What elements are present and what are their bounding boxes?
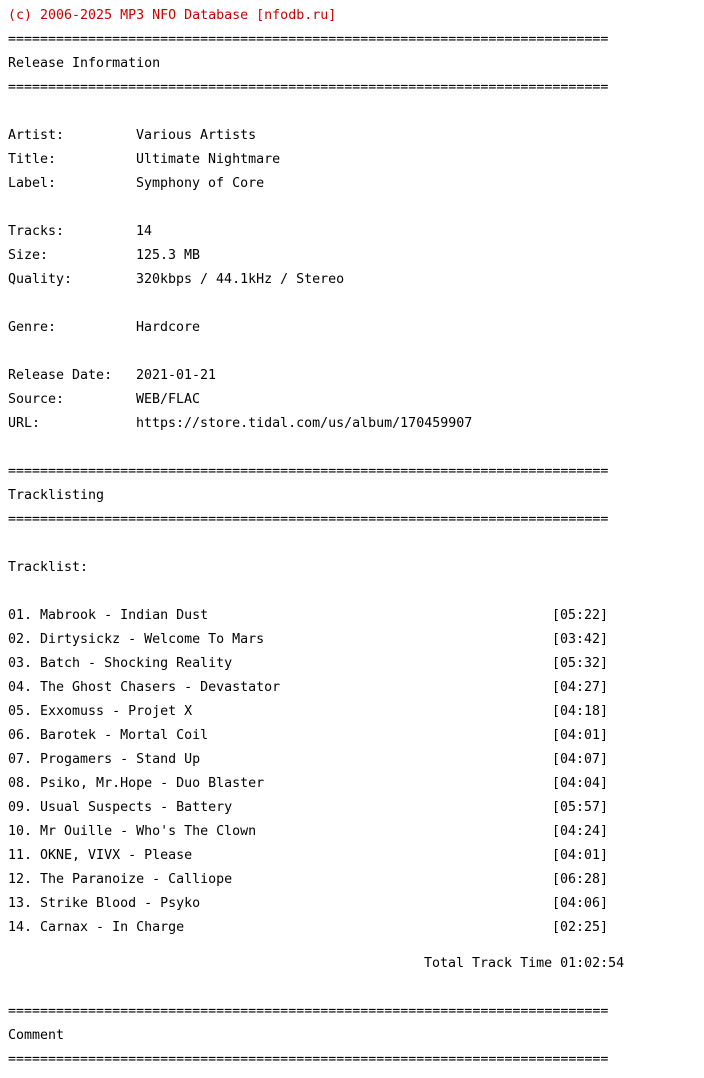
track-duration: [02:25]	[552, 920, 609, 935]
track-title: 07. Progamers - Stand Up	[8, 752, 201, 767]
release-date-value: 2021-01-21	[136, 368, 217, 383]
track-duration: [04:27]	[552, 680, 609, 695]
track-duration: [04:06]	[552, 896, 609, 911]
track-title: 03. Batch - Shocking Reality	[8, 656, 233, 671]
track-row	[8, 706, 624, 718]
genre-value: Hardcore	[136, 320, 201, 335]
track-duration: [04:24]	[552, 824, 609, 839]
field-source: Source: WEB/FLAC	[8, 392, 201, 407]
track-duration: [03:42]	[552, 632, 609, 647]
artist-value: Various Artists	[136, 128, 257, 143]
track-duration: [04:18]	[552, 704, 609, 719]
separator-line: ===========================================================================	[8, 80, 609, 95]
track-title: 06. Barotek - Mortal Coil	[8, 728, 209, 743]
track-duration: [05:57]	[552, 800, 609, 815]
title-value: Ultimate Nightmare	[136, 152, 281, 167]
field-size: Size: 125.3 MB	[8, 248, 201, 263]
track-title: 02. Dirtysickz - Welcome To Mars	[8, 632, 265, 647]
url-value[interactable]: https://store.tidal.com/us/album/170459907	[136, 416, 473, 431]
field-title: Title: Ultimate Nightmare	[8, 152, 281, 167]
track-duration: [04:07]	[552, 752, 609, 767]
track-title: 05. Exxomuss - Projet X	[8, 704, 193, 719]
field-artist: Artist: Various Artists	[8, 128, 257, 143]
site-banner: (c) 2006-2025 MP3 NFO Database [nfodb.ru]	[8, 8, 337, 23]
track-title: 12. The Paranoize - Calliope	[8, 872, 233, 887]
track-row	[8, 826, 624, 838]
section-title-comment: Comment	[8, 1028, 65, 1043]
field-genre: Genre: Hardcore	[8, 320, 201, 335]
track-row	[8, 898, 624, 910]
tracks-value: 14	[136, 224, 153, 239]
field-tracks: Tracks: 14	[8, 224, 153, 239]
section-title-release: Release Information	[8, 56, 161, 71]
track-row	[8, 778, 624, 790]
field-release-date: Release Date: 2021-01-21	[8, 368, 217, 383]
track-row	[8, 682, 624, 694]
track-title: 04. The Ghost Chasers - Devastator	[8, 680, 281, 695]
nfo-document	[8, 0, 624, 1078]
quality-value: 320kbps / 44.1kHz / Stereo	[136, 272, 345, 287]
label-value: Symphony of Core	[136, 176, 265, 191]
track-row	[8, 850, 624, 862]
track-duration: [04:01]	[552, 728, 609, 743]
track-row	[8, 658, 624, 670]
track-row	[8, 802, 624, 814]
separator-line: ===========================================================================	[8, 464, 609, 479]
total-track-time: Total Track Time 01:02:54	[424, 956, 625, 971]
track-duration: [05:32]	[552, 656, 609, 671]
size-value: 125.3 MB	[136, 248, 201, 263]
track-duration: [04:01]	[552, 848, 609, 863]
separator-line: ===========================================================================	[8, 512, 609, 527]
track-title: 01. Mabrook - Indian Dust	[8, 608, 209, 623]
track-row	[8, 730, 624, 742]
track-title: 14. Carnax - In Charge	[8, 920, 185, 935]
field-label: Label: Symphony of Core	[8, 176, 265, 191]
track-title: 11. OKNE, VIVX - Please	[8, 848, 193, 863]
track-title: 08. Psiko, Mr.Hope - Duo Blaster	[8, 776, 265, 791]
track-title: 09. Usual Suspects - Battery	[8, 800, 233, 815]
track-title: 13. Strike Blood - Psyko	[8, 896, 201, 911]
separator-line: ===========================================================================	[8, 1052, 609, 1067]
track-row	[8, 610, 624, 622]
field-quality: Quality: 320kbps / 44.1kHz / Stereo	[8, 272, 345, 287]
track-title: 10. Mr Ouille - Who's The Clown	[8, 824, 257, 839]
track-row	[8, 874, 624, 886]
track-duration: [05:22]	[552, 608, 609, 623]
tracklist-heading: Tracklist:	[8, 560, 89, 575]
track-duration: [04:04]	[552, 776, 609, 791]
field-url: URL: https://store.tidal.com/us/album/170459907	[8, 416, 473, 431]
tracklist	[8, 610, 624, 946]
track-row	[8, 922, 624, 934]
section-title-tracklisting: Tracklisting	[8, 488, 105, 503]
track-row	[8, 634, 624, 646]
track-row	[8, 754, 624, 766]
source-value: WEB/FLAC	[136, 392, 201, 407]
separator-line: ===========================================================================	[8, 32, 609, 47]
separator-line: ===========================================================================	[8, 1004, 609, 1019]
track-duration: [06:28]	[552, 872, 609, 887]
